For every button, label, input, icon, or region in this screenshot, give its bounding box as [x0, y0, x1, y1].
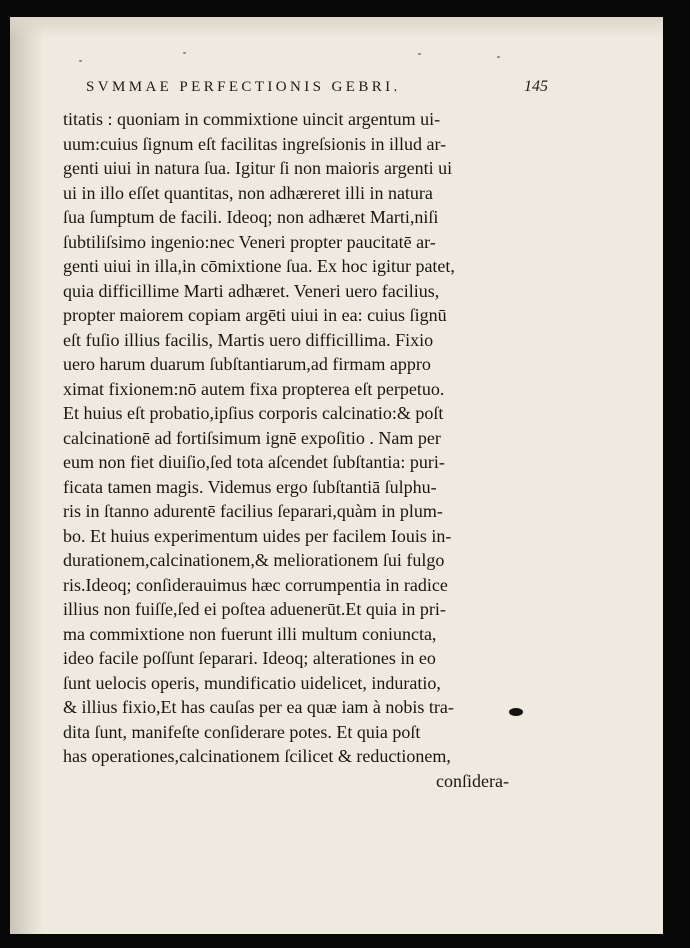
text-line: ſubtiliſsimo ingenio:nec Veneri propter paucitatē ar-	[63, 231, 436, 252]
text-line: dita ſunt, manifeſte conſiderare potes. Et quia poſt	[63, 721, 421, 742]
text-line: eſt fuſio illius facilis, Martis uero difficillima. Fixio	[63, 329, 434, 350]
text-line: Et huius eſt probatio,ipſius corporis calcinatio:& poſt	[63, 403, 444, 423]
text-line: bo. Et huius experimentum uides per facilem Iouis in-	[63, 525, 452, 546]
text-line: has operationes,calcinationem ſcilicet & reductionem,	[63, 746, 451, 766]
paper-speck	[418, 53, 421, 55]
text-line: durationem,calcinationem,& meliorationem ſui fulgo	[63, 550, 445, 570]
catchword: conſidera-	[436, 770, 509, 791]
text-line: eum non fiet diuiſio,ſed tota aſcendet ſubſtantia: puri-	[63, 452, 445, 472]
text-line: ideo facile poſſunt ſeparari. Ideoq; alterationes in eo	[63, 648, 436, 668]
text-line: ſua ſumptum de facili. Ideoq; non adhæret Marti,niſi	[63, 207, 439, 227]
page-paper	[10, 17, 663, 934]
text-line: uero harum duarum ſubſtantiarum,ad firmam appro	[63, 354, 431, 374]
paper-speck	[183, 52, 186, 54]
text-line: calcinationē ad fortiſsimum ignē expoſitio . Nam per	[63, 427, 441, 448]
running-head: SVMMAE PERFECTIONIS GEBRI.	[86, 79, 401, 95]
text-line: propter maiorem copiam argēti uiui in ea: cuius ſignū	[63, 305, 447, 325]
paper-speck	[497, 56, 500, 58]
page-number: 145	[524, 78, 548, 95]
text-line: ui in illo eſſet quantitas, non adhæreret illi in natura	[63, 182, 433, 203]
text-line: ris in ſtanno adurentē facilius ſeparari,quàm in plum-	[63, 501, 443, 521]
text-line: ximat fixionem:nō autem fixa propterea eſt perpetuo.	[63, 378, 445, 399]
page-header	[86, 79, 548, 105]
text-line: ſunt uelocis operis, mundificatio uidelicet, induratio,	[63, 672, 441, 693]
body-text	[63, 107, 513, 793]
text-line: ris.Ideoq; conſiderauimus hæc corrumpentia in radice	[63, 574, 448, 595]
text-line: ficata tamen magis. Videmus ergo ſubſtantiā ſulphu-	[63, 476, 437, 497]
text-line: ma commixtione non fuerunt illi multum coniuncta,	[63, 623, 437, 644]
text-line: titatis : quoniam in commixtione uincit argentum ui-	[63, 109, 441, 129]
paper-speck	[79, 60, 82, 62]
text-line: illius non fuiſſe,ſed ei poſtea aduenerūt.Et quia in pri-	[63, 599, 446, 619]
top-edge-shadow	[10, 17, 663, 39]
ink-blot	[509, 708, 523, 716]
text-line: genti uiui in natura ſua. Igitur ſi non maioris argenti ui	[63, 158, 453, 178]
text-line: quia difficillime Marti adhæret. Veneri uero facilius,	[63, 280, 440, 301]
text-line: & illius fixio,Et has cauſas per ea quæ iam à nobis tra-	[63, 697, 454, 717]
text-line: uum:cuius ſignum eſt facilitas ingreſsionis in illud ar-	[63, 133, 447, 154]
text-line: genti uiui in illa,in cōmixtione ſua. Ex hoc igitur patet,	[63, 256, 455, 276]
gutter-shadow	[10, 17, 44, 934]
